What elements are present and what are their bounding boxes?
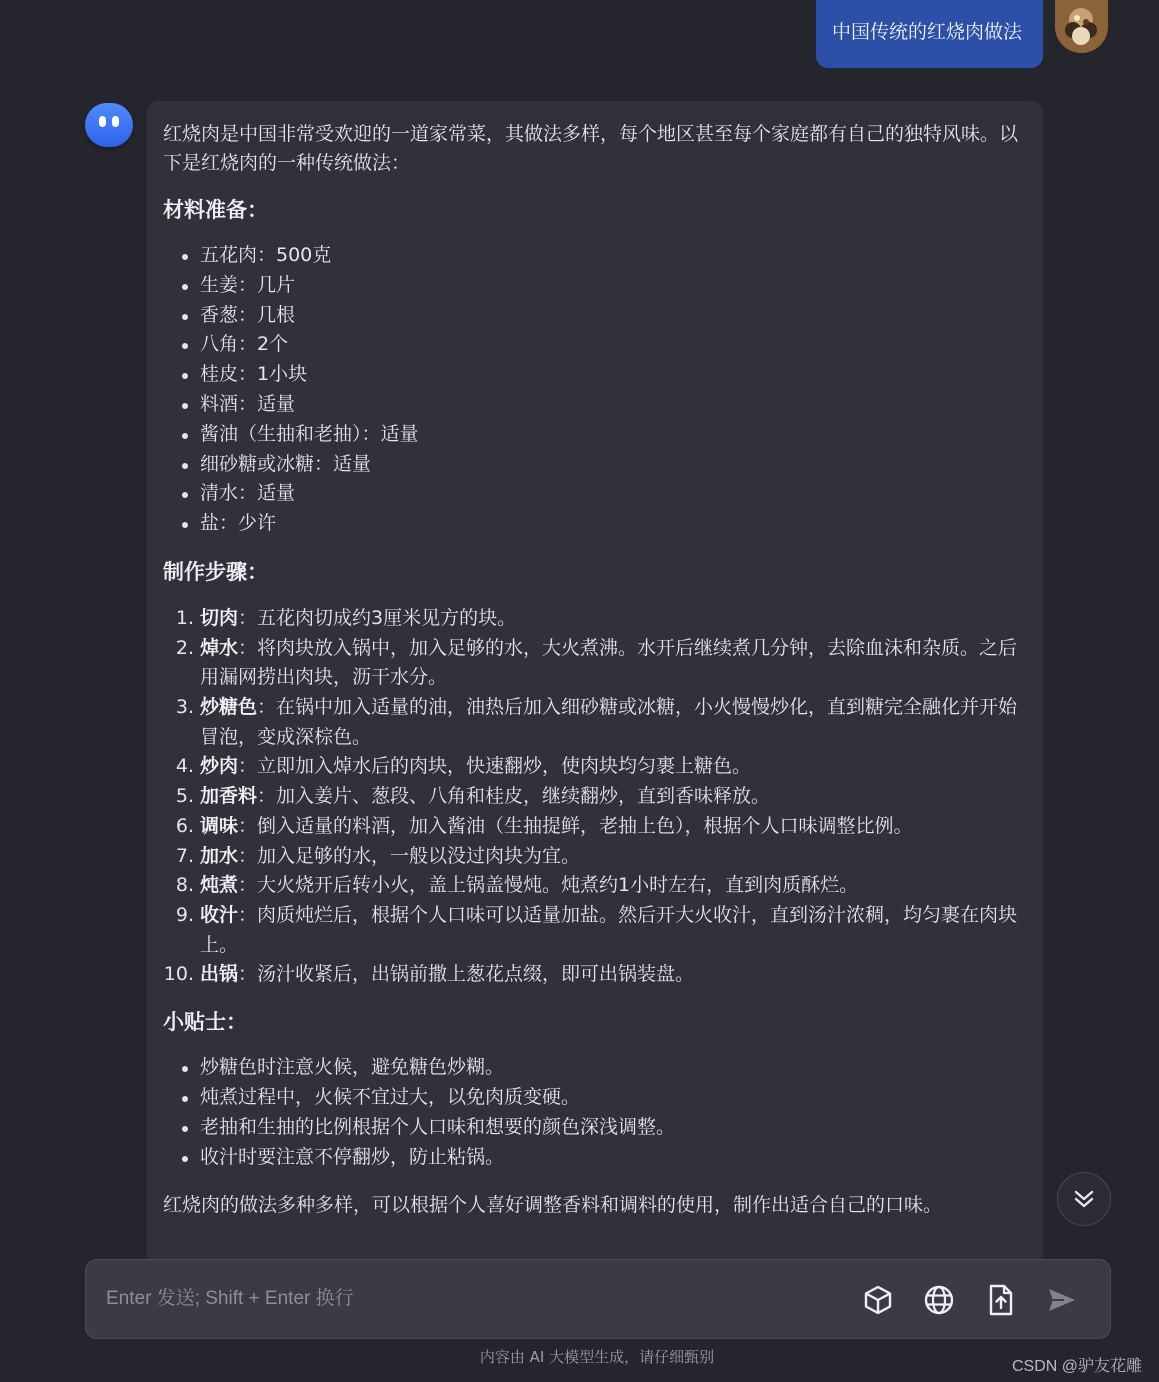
- step-item: [163, 960, 1027, 990]
- step-number: 6.: [175, 814, 194, 837]
- material-item: 盐：少许: [163, 509, 1027, 539]
- step-number: 7.: [175, 844, 194, 867]
- step-number: 1.: [175, 606, 194, 629]
- chat-input-bar: [85, 1259, 1111, 1339]
- message-input[interactable]: [106, 1282, 806, 1316]
- step-number: 3.: [175, 696, 194, 719]
- material-item: 桂皮：1小块: [163, 360, 1027, 390]
- step-item: [163, 901, 1027, 960]
- step-text: ：倒入适量的料酒，加入酱油（生抽提鲜，老抽上色），根据个人口味调整比例。: [238, 814, 913, 837]
- tip-item: 收汁时要注意不停翻炒，防止粘锅。: [163, 1143, 1027, 1173]
- step-text: ：大火烧开后转小火，盖上锅盖慢炖。炖煮约1小时左右，直到肉质酥烂。: [238, 874, 859, 897]
- scroll-to-bottom-button[interactable]: [1057, 1172, 1111, 1226]
- tips-list: [163, 1053, 1027, 1172]
- double-chevron-down-icon: [1071, 1186, 1097, 1212]
- step-title: 切肉: [200, 606, 239, 629]
- step-item: [163, 604, 1027, 634]
- answer-outro: 红烧肉的做法多种多样，可以根据个人喜好调整香料和调料的使用，制作出适合自己的口味。: [163, 1194, 943, 1217]
- step-number: 5.: [175, 785, 194, 808]
- step-title: 炖煮: [200, 874, 239, 897]
- material-item: 生姜：几片: [163, 271, 1027, 301]
- tips-heading: 小贴士：: [163, 1010, 247, 1035]
- material-item: 清水：适量: [163, 479, 1027, 509]
- cube-icon[interactable]: [860, 1282, 896, 1318]
- steps-list: [163, 604, 1027, 990]
- step-title: 加水: [200, 844, 239, 867]
- step-title: 出锅: [200, 963, 239, 986]
- tip-item: 炒糖色时注意火候，避免糖色炒糊。: [163, 1053, 1027, 1083]
- assistant-answer-card: [147, 101, 1043, 1281]
- watermark: CSDN @驴友花雕: [1011, 1358, 1142, 1375]
- step-text: ：加入足够的水，一般以没过肉块为宜。: [238, 844, 581, 867]
- material-item: 香葱：几根: [163, 301, 1027, 331]
- materials-heading: 材料准备：: [163, 198, 268, 222]
- step-item: [163, 871, 1027, 901]
- step-item: [163, 752, 1027, 782]
- step-item: [163, 842, 1027, 872]
- material-item: 料酒：适量: [163, 390, 1027, 420]
- step-item: [163, 812, 1027, 842]
- file-upload-icon[interactable]: [982, 1282, 1018, 1318]
- step-text: ：立即加入焯水后的肉块，快速翻炒，使肉块均匀裹上糖色。: [238, 755, 752, 778]
- step-title: 收汁: [200, 904, 239, 926]
- ai-disclaimer: 内容由 AI 大模型生成，请仔细甄别: [479, 1348, 715, 1366]
- step-text: ：在锅中加入适量的油，油热后加入细砂糖或冰糖，小火慢慢炒化，直到糖完全融化并开始冒泡，变成深棕色。: [200, 696, 1018, 748]
- step-number: 2.: [175, 636, 194, 659]
- user-avatar-image: [1055, 0, 1108, 53]
- step-number: 10.: [163, 963, 194, 986]
- user-message-text: 中国传统的红烧肉做法: [832, 21, 1023, 43]
- step-number: 8.: [175, 874, 194, 897]
- material-item: 五花肉：500克: [163, 241, 1027, 271]
- user-avatar[interactable]: [1055, 0, 1108, 53]
- step-text: ：将肉块放入锅中，加入足够的水，大火煮沸。水开后继续煮几分钟，去除血沫和杂质。之后用漏网捞出肉块，沥干水分。: [200, 636, 1018, 689]
- step-text: ：五花肉切成约3厘米见方的块。: [238, 606, 517, 629]
- assistant-avatar-right-eye: [112, 116, 119, 127]
- step-item: [163, 782, 1027, 812]
- answer-intro: 红烧肉是中国非常受欢迎的一道家常菜，其做法多样，每个地区甚至每个家庭都有自己的独特风味。以下是红烧肉的一种传统做法：: [163, 123, 1019, 174]
- step-text: ：肉质炖烂后，根据个人口味可以适量加盐。然后开大火收汁，直到汤汁浓稠，均匀裹在肉块上。: [200, 904, 1018, 956]
- step-title: 焯水: [200, 636, 239, 659]
- send-icon[interactable]: [1044, 1282, 1080, 1318]
- tip-item: 炖煮过程中，火候不宜过大，以免肉质变硬。: [163, 1083, 1027, 1113]
- materials-list: [163, 241, 1027, 539]
- globe-icon[interactable]: [921, 1282, 957, 1318]
- assistant-avatar-left-eye: [99, 116, 106, 127]
- material-item: 八角：2个: [163, 330, 1027, 360]
- user-message-bubble: [816, 0, 1043, 68]
- step-number: 9.: [175, 904, 194, 926]
- step-title: 调味: [200, 814, 239, 837]
- step-text: ：加入姜片、葱段、八角和桂皮，继续翻炒，直到香味释放。: [257, 785, 771, 808]
- step-title: 炒糖色: [200, 696, 258, 719]
- material-item: 细砂糖或冰糖：适量: [163, 450, 1027, 480]
- assistant-avatar: [85, 103, 133, 147]
- step-item: [163, 693, 1027, 752]
- step-title: 炒肉: [200, 755, 239, 778]
- tip-item: 老抽和生抽的比例根据个人口味和想要的颜色深浅调整。: [163, 1113, 1027, 1143]
- step-item: [163, 634, 1027, 693]
- steps-heading: 制作步骤：: [163, 559, 268, 584]
- material-item: 酱油（生抽和老抽）：适量: [163, 420, 1027, 450]
- step-text: ：汤汁收紧后，出锅前撒上葱花点缀，即可出锅装盘。: [238, 963, 695, 986]
- step-title: 加香料: [200, 785, 258, 808]
- step-number: 4.: [175, 755, 194, 778]
